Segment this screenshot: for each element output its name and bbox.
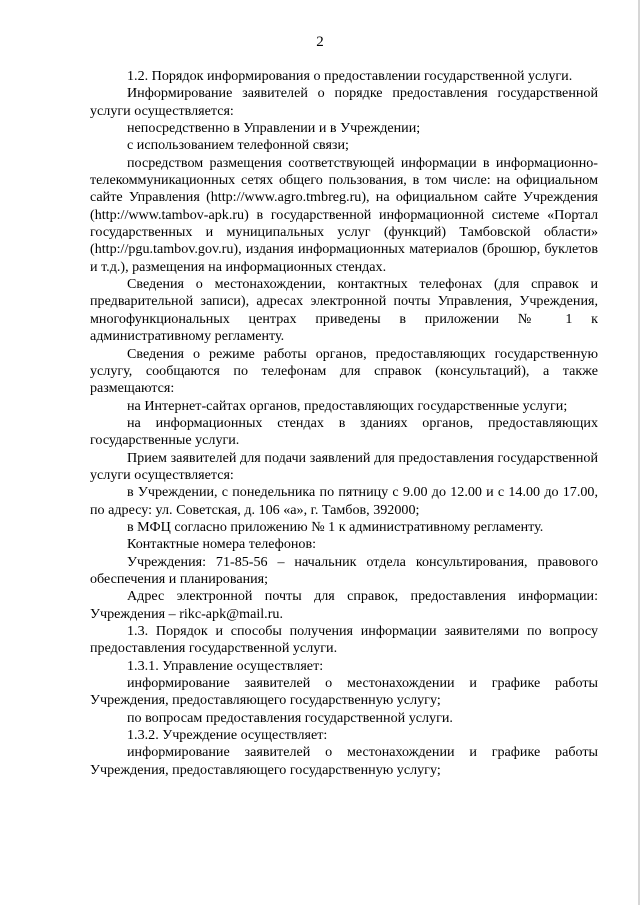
list-item-info-stands: на информационных стендах в зданиях органов, предоставляющих государственные услуги. bbox=[90, 414, 598, 449]
list-item-management-informing: информирование заявителей о местонахождении и графике работы Учреждения, предоставляющего государственную услугу; bbox=[90, 675, 598, 709]
paragraph-informing-intro: Информирование заявителей о порядке предоставления государственной услуги осуществляется: bbox=[90, 85, 598, 119]
paragraph-location-info: Сведения о местонахождении, контактных телефонах (для справок и предварительной записи), адресах электронной почты Управления, Учреждения, многофункциональных центрах приведены в приложении № 1 к административному регламенту. bbox=[90, 276, 598, 345]
list-item-internet-sites: на Интернет-сайтах органов, предоставляющих государственные услуги; bbox=[127, 397, 568, 414]
paragraph-phone-number: Учреждения: 71-85-56 – начальник отдела консультирования, правового обеспечения и планирования; bbox=[90, 553, 598, 587]
section-1-2-heading: 1.2. Порядок информирования о предоставлении государственной услуги. bbox=[127, 68, 573, 84]
section-1-3-1-heading: 1.3.1. Управление осуществляет: bbox=[127, 657, 324, 674]
list-item-online-placement: посредством размещения соответствующей информации в информационно-телекоммуникационных сетях общего пользования, в том числе: на официальном сайте Управления (http://www.agro.tmbreg.ru), на официальном сайте Учреждения (http://www.tambov-apk.ru) в государственной информационной системе «Портал государственных и муниципальных услуг (функций) Тамбовской области» (http://pgu.tambov.gov.ru), издания информационных материалов (брошюр, буклетов и т.д.), размещения на информационных стендах. bbox=[90, 154, 598, 275]
list-item-management-questions: по вопросам предоставления государственной услуги. bbox=[127, 709, 453, 726]
document-body bbox=[90, 68, 598, 779]
section-1-3-heading: 1.3. Порядок и способы получения информации заявителями по вопросу предоставления государственной услуги. bbox=[90, 623, 598, 657]
page-number: 2 bbox=[316, 34, 324, 50]
list-item-reception-hours: в Учреждении, с понедельника по пятницу с 9.00 до 12.00 и с 14.00 до 17.00, по адресу: ул. Советская, д. 106 «а», г. Тамбов, 392000; bbox=[90, 484, 598, 518]
paragraph-reception: Прием заявителей для подачи заявлений для предоставления государственной услуги осуществляется: bbox=[90, 449, 598, 483]
list-item-phone: с использованием телефонной связи; bbox=[127, 137, 349, 154]
list-item-mfc: в МФЦ согласно приложению № 1 к административному регламенту. bbox=[127, 518, 544, 535]
paragraph-contact-phones: Контактные номера телефонов: bbox=[127, 536, 317, 553]
paragraph-email: Адрес электронной почты для справок, предоставления информации: Учреждения – rikc-apk@mail.ru. bbox=[90, 588, 598, 622]
paragraph-work-schedule: Сведения о режиме работы органов, предоставляющих государственную услугу, сообщаются по телефонам для справок (консультаций), а также размещаются: bbox=[90, 345, 598, 397]
section-1-3-2-heading: 1.3.2. Учреждение осуществляет: bbox=[127, 727, 328, 744]
list-item-directly: непосредственно в Управлении и в Учреждении; bbox=[127, 120, 421, 137]
list-item-institution-informing: информирование заявителей о местонахождении и графике работы Учреждения, предоставляющего государственную услугу; bbox=[90, 744, 598, 778]
